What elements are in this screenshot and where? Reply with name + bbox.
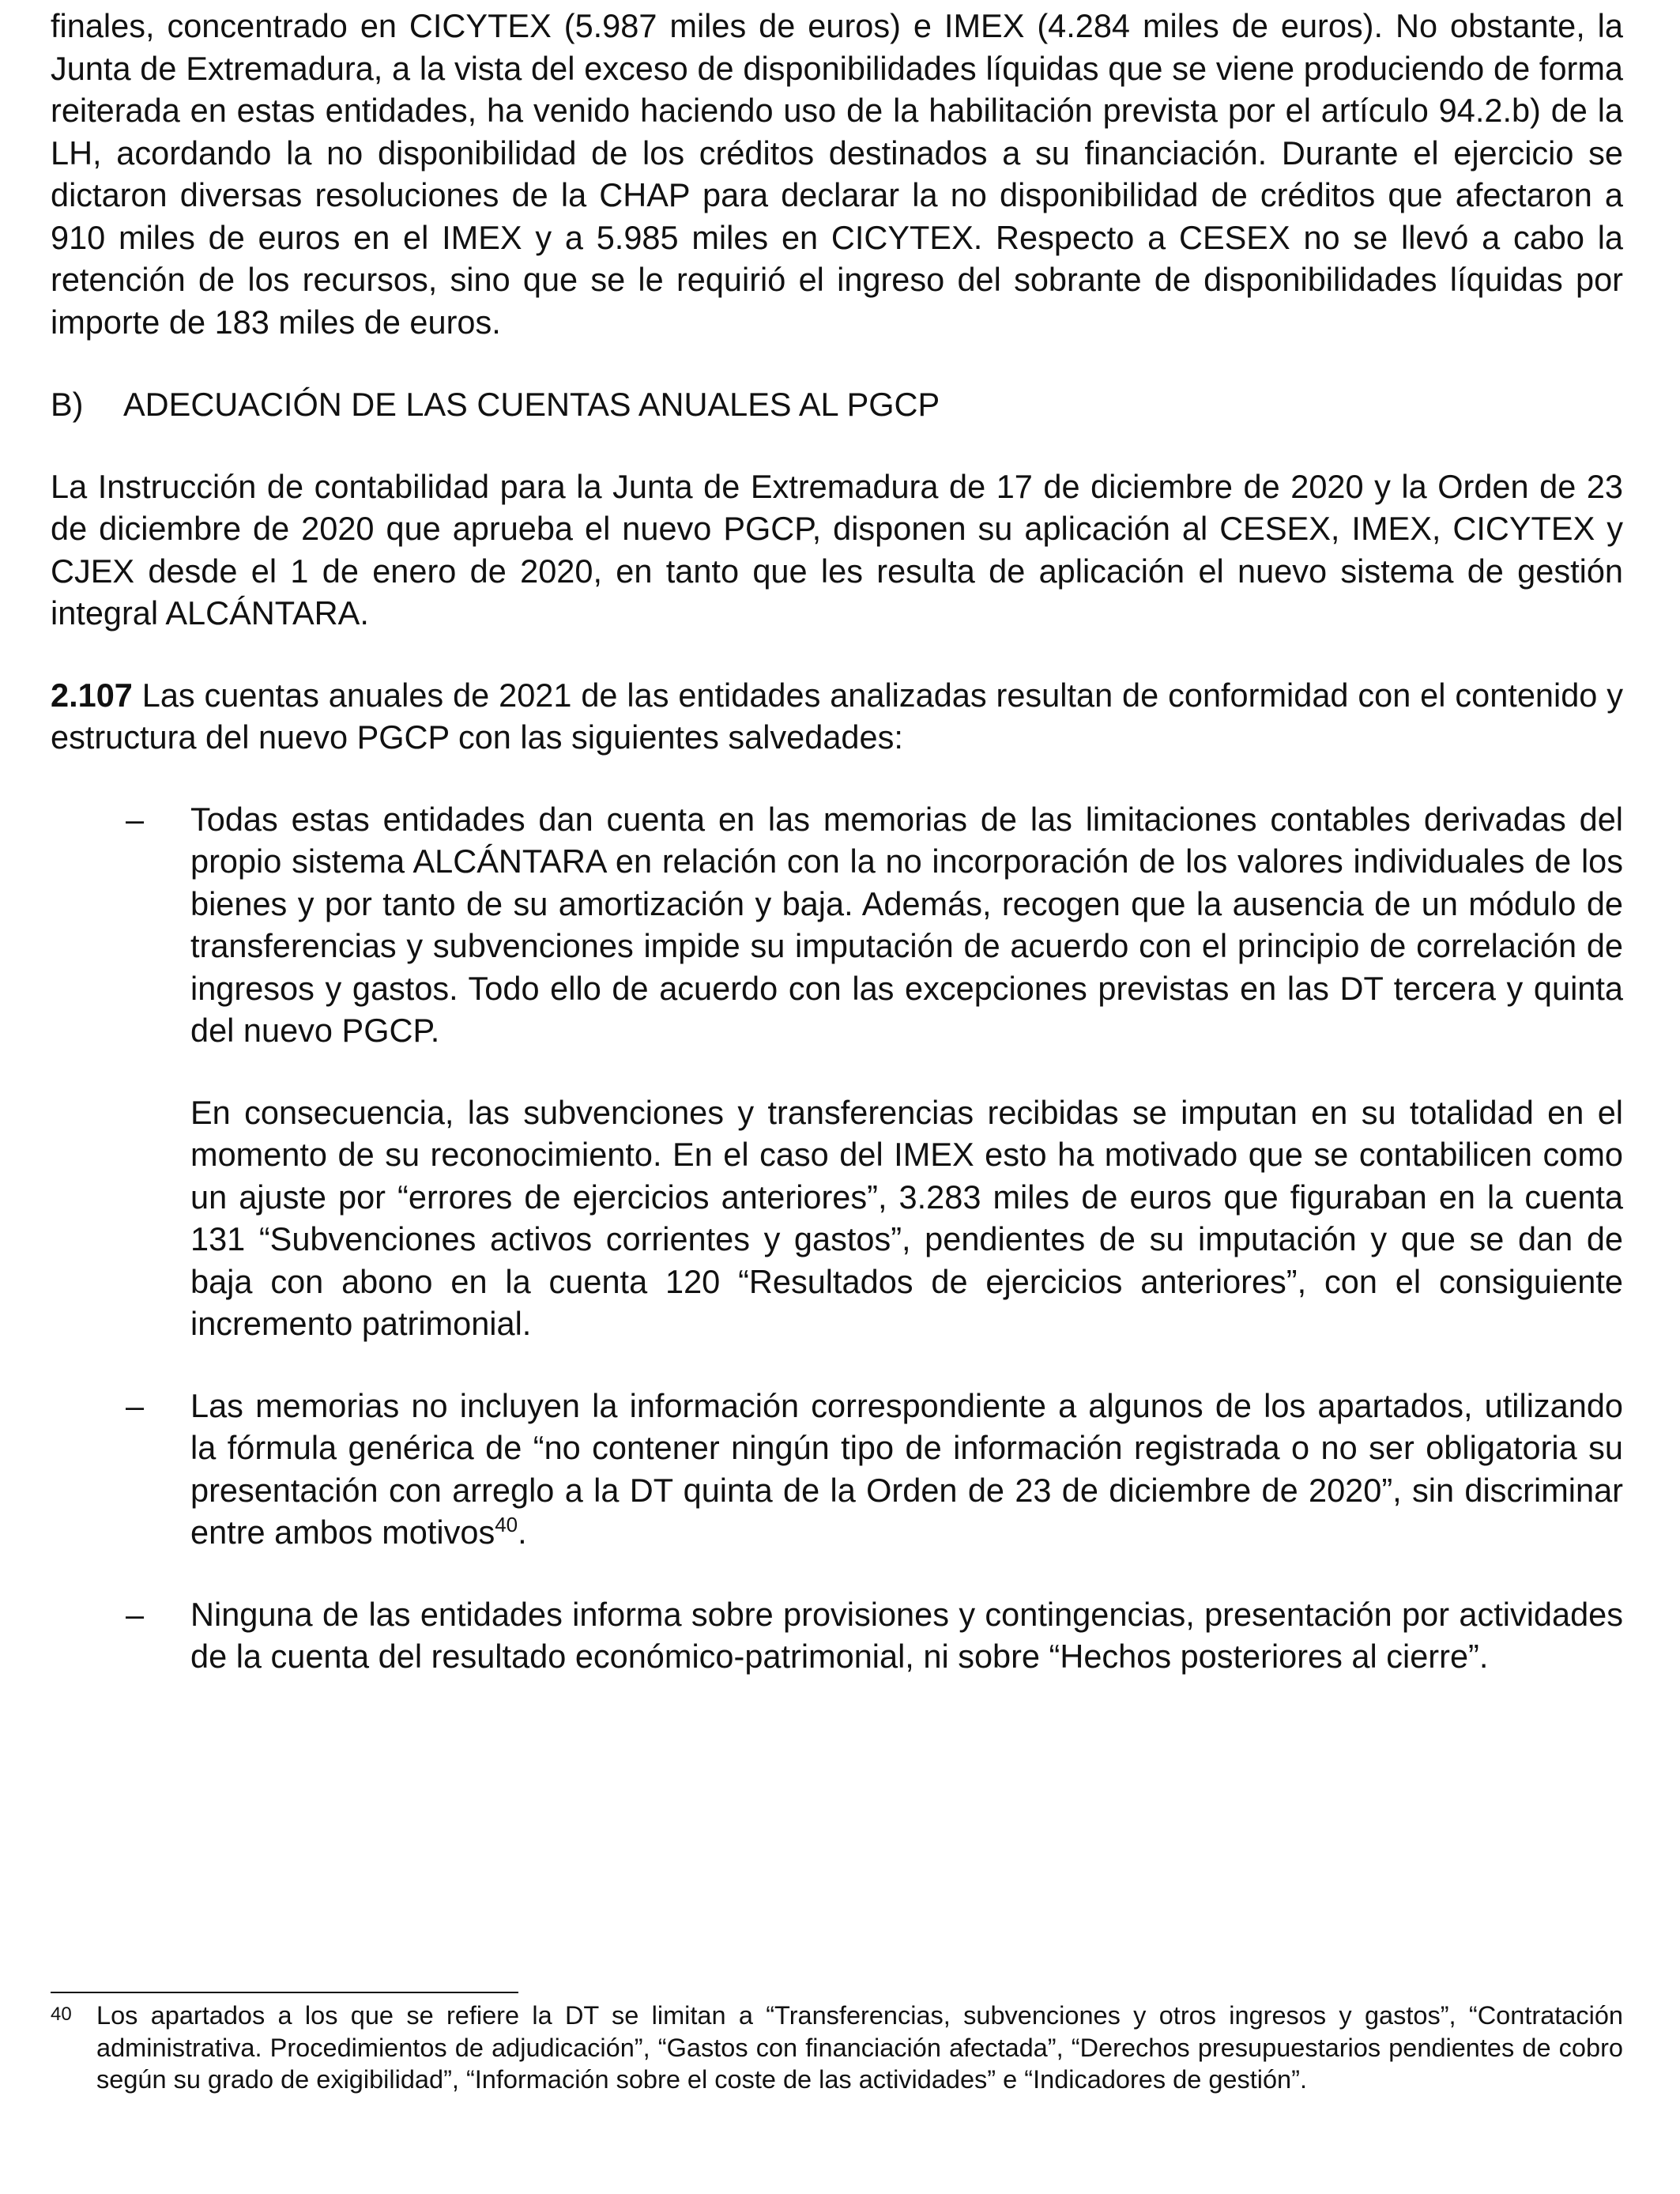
bullet-text: Ninguna de las entidades informa sobre provisiones y contingencias, presentación por actividades de la cuenta del resultado económico-patrimonial, ni sobre “Hechos posteriores al cierre”. xyxy=(190,1595,1623,1675)
bullet-text: Todas estas entidades dan cuenta en las memorias de las limitaciones contables derivadas del propio sistema ALCÁNTARA en relación con la no incorporación de los valores individuales de los bienes y por tanto de su amortización y baja. Además, recogen que la ausencia de un módulo de transferencias y subvenciones impide su imputación de acuerdo con el principio de correlación de ingresos y gastos. Todo ello de acuerdo con las excepciones previstas en las DT tercera y quinta del nuevo PGCP. xyxy=(190,800,1623,1049)
document-page xyxy=(51,0,1623,1678)
bullet-text xyxy=(190,1385,1623,1554)
footnote-text: Los apartados a los que se refiere la DT se limitan a “Transferencias, subvenciones y otros ingresos y gastos”, “Contratación administrativa. Procedimientos de adjudicación”, “Gastos con financiación afectada”, “Derechos presupuestarios pendientes de cobro según su grado de exigibilidad”, “Información sobre el coste de las actividades” e “Indicadores de gestión”. xyxy=(96,2001,1623,2094)
bullet-text-end: . xyxy=(518,1514,527,1551)
bullet-continuation: En consecuencia, las subvenciones y transferencias recibidas se imputan en su totalidad en el momento de su reconocimiento. En el caso del IMEX esto ha motivado que se contabilicen como un ajuste por “errores de ejercicios anteriores”, 3.283 miles de euros que figuraban en la cuenta 131 “Subvenciones activos corrientes y gastos”, pendientes de su imputación y que se dan de baja con abono en la cuenta 120 “Resultados de ejercicios anteriores”, con el consiguiente incremento patrimonial. xyxy=(190,1093,1623,1342)
footnote-reference[interactable]: 40 xyxy=(495,1513,518,1537)
bullet-text-body: Las memorias no incluyen la información correspondiente a algunos de los apartados, utilizando la fórmula genérica de “no contener ningún tipo de información registrada o no ser obligatoria su presentación con arreglo a la DT quinta de la Orden de 23 de diciembre de 2020”, sin discriminar entre ambos motivos xyxy=(190,1386,1623,1551)
instruction-paragraph: La Instrucción de contabilidad para la Junta de Extremadura de 17 de diciembre de 2020 y la Orden de 23 de diciembre de 2020 que aprueba el nuevo PGCP, disponen su aplicación al CESEX, IMEX, CICYTEX y CJEX desde el 1 de enero de 2020, en tanto que les resulta de aplicación el nuevo sistema de gestión integral ALCÁNTARA. xyxy=(51,467,1623,631)
intro-paragraph: finales, concentrado en CICYTEX (5.987 miles de euros) e IMEX (4.284 miles de euros). No obstante, la Junta de Extremadura, a la vista del exceso de disponibilidades líquidas que se viene produciendo de forma reiterada en estas entidades, ha venido haciendo uso de la habilitación prevista por el artículo 94.2.b) de la LH, acordando la no disponibilidad de los créditos destinados a su financiación. Durante el ejercicio se dictaron diversas resoluciones de la CHAP para declarar la no disponibilidad de créditos que afectaron a 910 miles de euros en el IMEX y a 5.985 miles en CICYTEX. Respecto a CESEX no se llevó a cabo la retención de los recursos, sino que se le requirió el ingreso del sobrante de disponibilidades líquidas por importe de 183 miles de euros. xyxy=(51,7,1623,341)
footnote-number: 40 xyxy=(51,2004,72,2025)
section-label: B) xyxy=(51,386,84,423)
section-heading xyxy=(51,383,1623,426)
dash-bullet: – xyxy=(126,1595,145,1633)
paragraph-2107 xyxy=(51,674,1623,759)
section-title: ADECUACIÓN DE LAS CUENTAS ANUALES AL PGCP xyxy=(123,386,940,423)
dash-bullet: – xyxy=(126,1386,145,1424)
list-item xyxy=(51,1385,1623,1554)
paragraph-number: 2.107 xyxy=(51,676,133,714)
list-item xyxy=(51,798,1623,1052)
list-item xyxy=(51,1593,1623,1678)
paragraph-2107-text: Las cuentas anuales de 2021 de las entidades analizadas resultan de conformidad con el contenido y estructura del nuevo PGCP con las siguientes salvedades: xyxy=(51,676,1623,756)
dash-bullet: – xyxy=(126,800,145,838)
footnote xyxy=(51,2000,1623,2096)
footnote-divider xyxy=(51,1992,518,1993)
